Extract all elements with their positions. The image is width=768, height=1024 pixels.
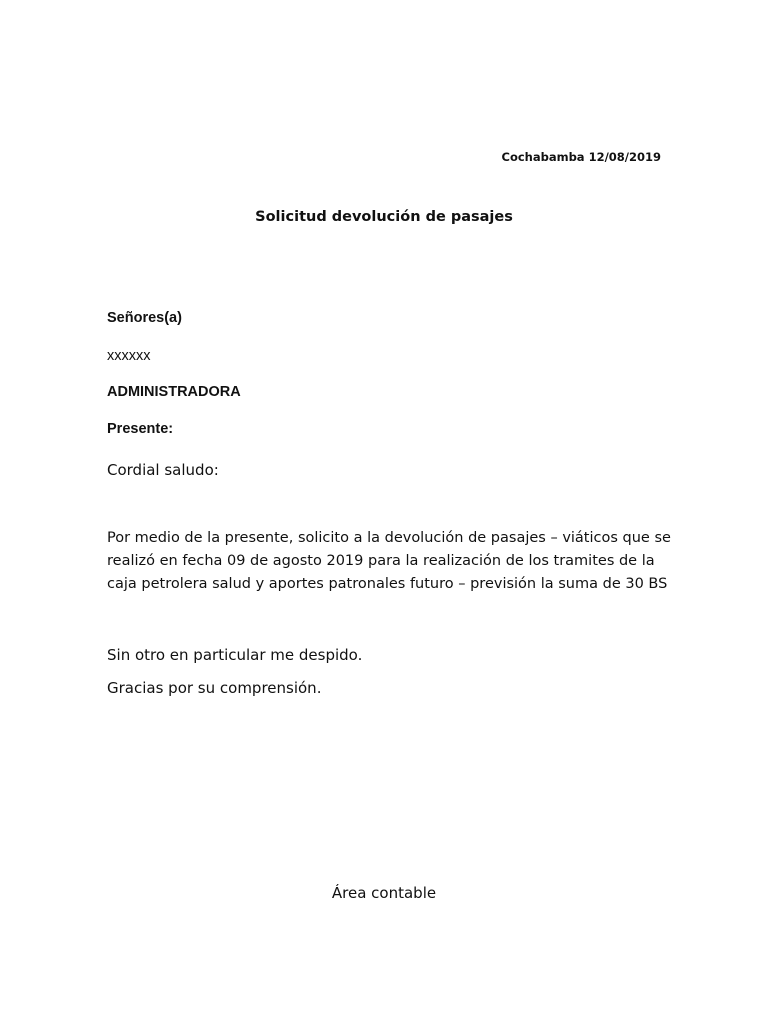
document-title: Solicitud devolución de pasajes xyxy=(255,209,513,225)
signature-line: Área contable xyxy=(331,884,437,902)
body-line: realizó en fecha 09 de agosto 2019 para la realización de los tramites de la xyxy=(107,553,655,569)
recipient-position: ADMINISTRADORA xyxy=(107,384,241,400)
closing-line-1: Sin otro en particular me despido. xyxy=(107,646,363,664)
closing-line-2: Gracias por su comprensión. xyxy=(107,679,322,697)
body-line: caja petrolera salud y aportes patronales futuro – previsión la suma de 30 BS xyxy=(107,576,668,592)
body-line: Por medio de la presente, solicito a la devolución de pasajes – viáticos que se xyxy=(107,530,671,546)
recipient-name: xxxxxx xyxy=(107,348,151,364)
body-paragraph xyxy=(107,527,671,596)
date-line: Cochabamba 12/08/2019 xyxy=(501,150,661,164)
recipient-presente: Presente: xyxy=(107,421,174,437)
greeting: Cordial saludo: xyxy=(107,461,219,479)
recipient-salutation: Señores(a) xyxy=(107,310,182,326)
